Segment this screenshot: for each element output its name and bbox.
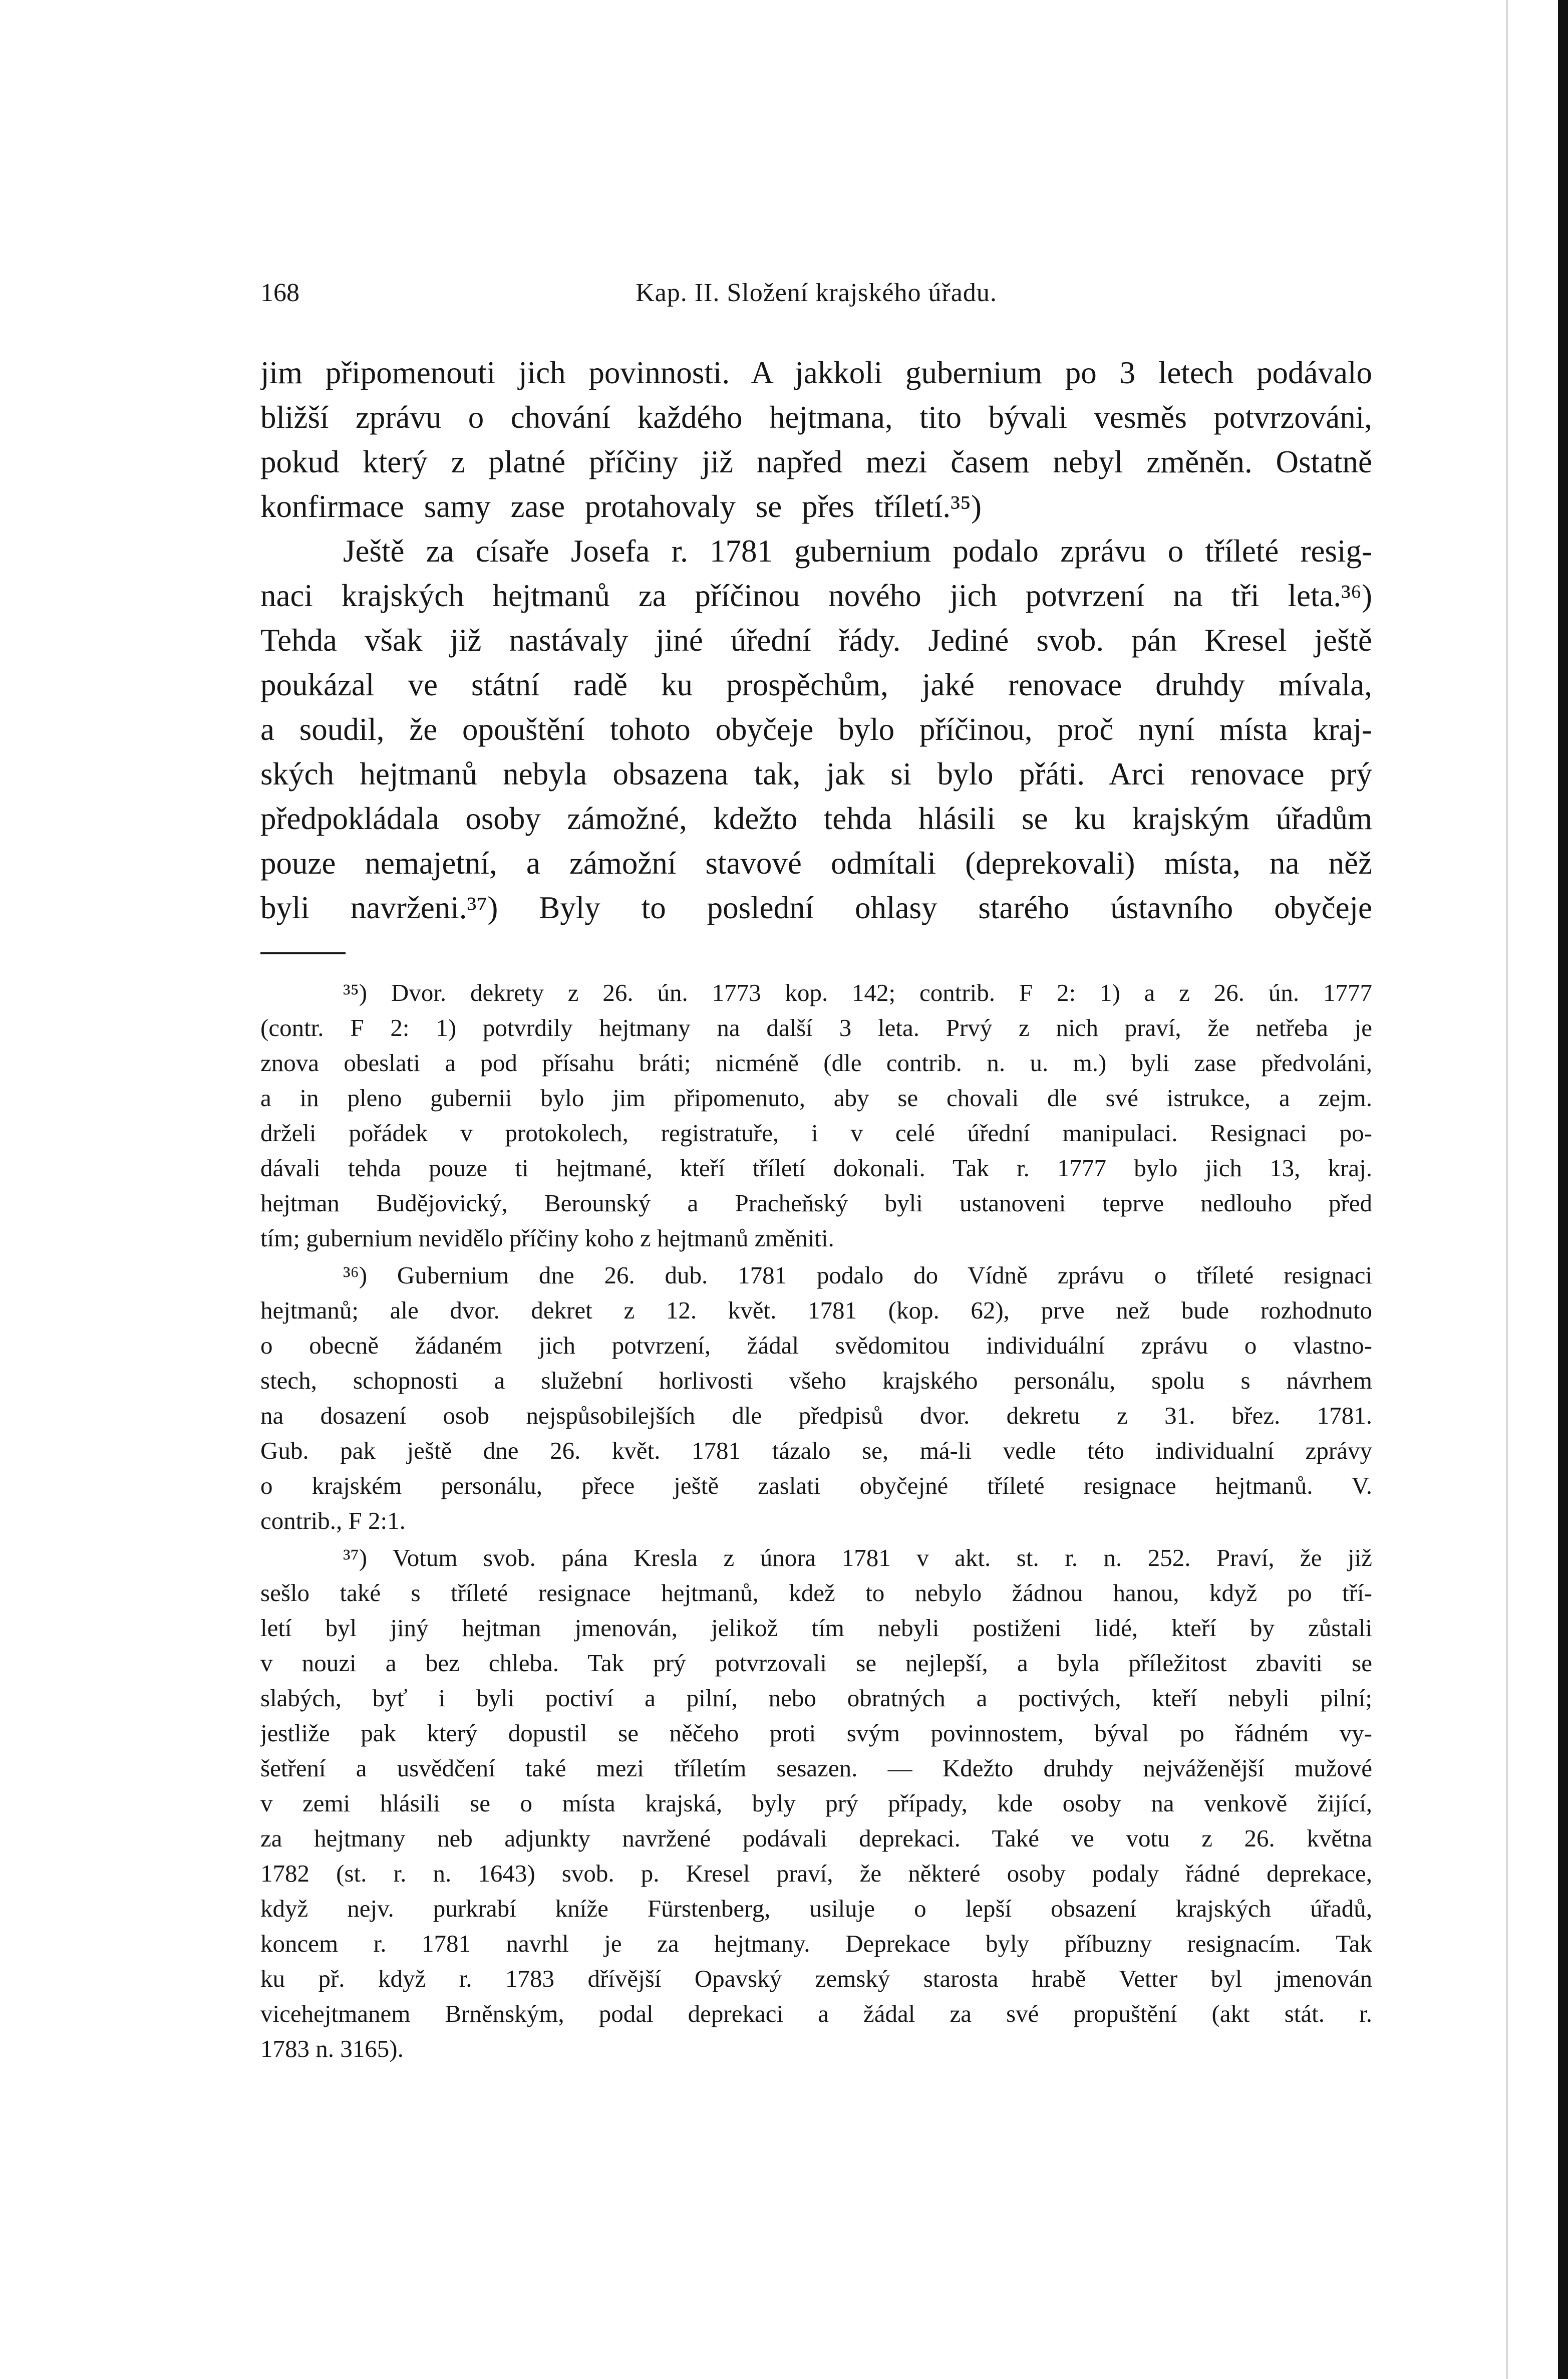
main-text: [260, 351, 1372, 930]
footnote-line: slabých, byť i byli poctiví a pilní, nebo obratných a poctivých, kteří nebyli pilní;: [260, 1684, 1372, 1712]
footnote-line: o obecně žádaném jich potvrzení, žádal svědomitou individuální zprávu o vlastno-: [260, 1332, 1372, 1359]
footnote-line: tím; gubernium nevidělo příčiny koho z hejtmanů změniti.: [260, 1224, 834, 1252]
footnotes: [260, 975, 1372, 2066]
footnote-line: 1782 (st. r. n. 1643) svob. p. Kresel praví, že některé osoby podaly řádné deprekace,: [260, 1860, 1372, 1887]
footnote-line: hejtmanů; ale dvor. dekret z 12. květ. 1781 (kop. 62), prve než bude rozhodnuto: [260, 1296, 1372, 1324]
running-title: Kap. II. Složení krajského úřadu.: [636, 279, 997, 307]
text-line: byli navrženi.³⁷) Byly to poslední ohlasy starého ústavního obyčeje: [260, 890, 1372, 925]
footnote-line: contrib., F 2:1.: [260, 1507, 406, 1534]
footnote-line: 1783 n. 3165).: [260, 2035, 404, 2062]
text-line: pouze nemajetní, a zámožní stavové odmítali (deprekovali) místa, na něž: [260, 846, 1372, 881]
footnote-line: v zemi hlásili se o místa krajská, byly prý případy, kde osoby na venkově žijící,: [260, 1789, 1372, 1817]
footnote-line: koncem r. 1781 navrhl je za hejtmany. Deprekace byly příbuzny resignacím. Tak: [260, 1930, 1372, 1957]
footnote-line: vicehejtmanem Brněnským, podal deprekaci a žádal za své propuštění (akt stát. r.: [260, 2000, 1372, 2027]
text-line: a soudil, že opouštění tohoto obyčeje bylo příčinou, proč nyní místa kraj-: [260, 712, 1372, 747]
footnote-line: v nouzi a bez chleba. Tak prý potvrzovali se nejlepší, a byla příležitost zbaviti se: [260, 1649, 1372, 1677]
running-head: [260, 271, 1372, 316]
footnote-line: (contr. F 2: 1) potvrdily hejtmany na další 3 leta. Prvý z nich praví, že netřeba je: [260, 1014, 1372, 1041]
footnote-line: na dosazení osob nejspůsobilejších dle předpisů dvor. dekretu z 31. břez. 1781.: [260, 1402, 1372, 1429]
footnote-line: sešlo také s tříleté resignace hejtmanů, kdež to nebylo žádnou hanou, když po tří-: [260, 1579, 1372, 1607]
page-number: 168: [260, 279, 299, 307]
footnote-line: za hejtmany neb adjunkty navržené podávali deprekaci. Také ve votu z 26. května: [260, 1824, 1372, 1852]
text-line: poukázal ve státní radě ku prospěchům, jaké renovace druhdy mívala,: [260, 667, 1372, 702]
footnote-line: Gub. pak ještě dne 26. květ. 1781 tázalo se, má-li vedle této individualní zprávy: [260, 1437, 1372, 1464]
footnote-line: stech, schopnosti a služební horlivosti všeho krajského personálu, spolu s návrhem: [260, 1367, 1372, 1394]
footnote-line: když nejv. purkrabí kníže Fürstenberg, usiluje o lepší obsazení krajských úřadů,: [260, 1895, 1372, 1922]
text-line: konfirmace samy zase protahovaly se přes tříletí.³⁵): [260, 489, 982, 524]
text-line: ských hejtmanů nebyla obsazena tak, jak si bylo přáti. Arci renovace prý: [260, 756, 1372, 791]
footnote-line: o krajském personálu, přece ještě zaslati obyčejné tříleté resignace hejtmanů. V.: [260, 1472, 1372, 1499]
footnote-line: ku př. když r. 1783 dřívější Opavský zemský starosta hrabě Vetter byl jmenován: [260, 1965, 1372, 1992]
footnote-line: znova obeslati a pod přísahu bráti; nicméně (dle contrib. n. u. m.) byli zase předvoláni,: [260, 1049, 1372, 1077]
text-line: jim připomenouti jich povinnosti. A jakkoli gubernium po 3 letech podávalo: [260, 355, 1372, 390]
footnote-line: dávali tehda pouze ti hejtmané, kteří tříletí dokonali. Tak r. 1777 bylo jich 13, kraj.: [260, 1154, 1372, 1182]
footnote-37: [260, 1540, 1372, 2066]
footnote-line: jestliže pak který dopustil se něčeho proti svým povinnostem, býval po řádném vy-: [260, 1719, 1372, 1747]
text-line: naci krajských hejtmanů za příčinou nového jich potvrzení na tři leta.³⁶): [260, 578, 1372, 613]
footnote-line: šetření a usvědčení také mezi tříletím sesazen. — Kdežto druhdy nejváženější mužové: [260, 1754, 1372, 1782]
footnote-separator: [260, 952, 346, 954]
footnote-36: [260, 1258, 1372, 1538]
footnote-line: drželi pořádek v protokolech, registratuře, i v celé úřední manipulaci. Resignaci po-: [260, 1119, 1372, 1147]
text-line: pokud který z platné příčiny již napřed mezi časem nebyl změněn. Ostatně: [260, 444, 1372, 479]
text-line: bližší zprávu o chování každého hejtmana, tito bývali vesměs potvrzováni,: [260, 400, 1372, 435]
book-page: [260, 271, 1372, 2066]
footnote-line: hejtman Budějovický, Berounský a Pracheňský byli ustanoveni teprve nedlouho před: [260, 1189, 1372, 1217]
footnote-line: ³⁶) Gubernium dne 26. dub. 1781 podalo do Vídně zprávu o tříleté resignaci: [343, 1261, 1372, 1289]
footnote-line: a in pleno gubernii bylo jim připomenuto, aby se chovali dle své istrukce, a zejm.: [260, 1084, 1372, 1112]
footnote-line: letí byl jiný hejtman jmenován, jelikož tím nebyli postiženi lidé, kteří by zůstali: [260, 1614, 1372, 1642]
scan-edge: [1558, 0, 1568, 2379]
text-line: předpokládala osoby zámožné, kdežto tehda hlásili se ku krajským úřadům: [260, 801, 1372, 836]
footnote-35: [260, 975, 1372, 1256]
footnote-line: ³⁵) Dvor. dekrety z 26. ún. 1773 kop. 142; contrib. F 2: 1) a z 26. ún. 1777: [343, 979, 1372, 1006]
text-line: Ještě za císaře Josefa r. 1781 gubernium podalo zprávu o tříleté resig-: [343, 534, 1372, 569]
text-line: Tehda však již nastávaly jiné úřední řády. Jediné svob. pán Kresel ještě: [260, 623, 1372, 658]
scan-edge-line: [1506, 0, 1508, 2379]
footnote-line: ³⁷) Votum svob. pána Kresla z února 1781 v akt. st. r. n. 252. Praví, že již: [343, 1544, 1372, 1571]
